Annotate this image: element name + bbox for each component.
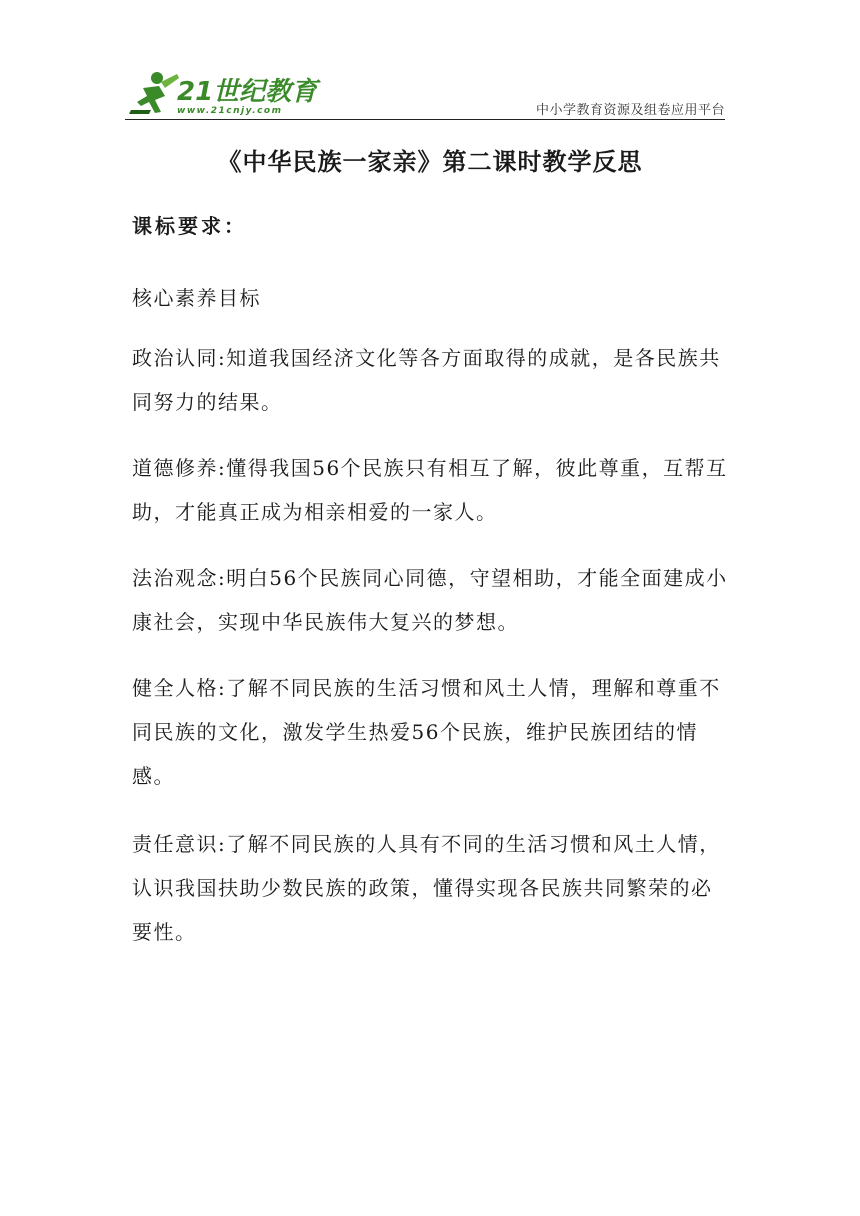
header-divider xyxy=(125,119,725,120)
document-title: 《中华民族一家亲》第二课时教学反思 xyxy=(217,147,643,176)
brand-logo xyxy=(125,66,318,118)
paragraph-morality: 道德修养:懂得我国56个民族只有相互了解，彼此尊重，互帮互助，才能真正成为相亲相爱的一家人。 xyxy=(132,456,728,524)
svg-text:www.21cnjy.com: www.21cnjy.com xyxy=(177,106,283,116)
subheading: 核心素养目标 xyxy=(132,286,261,310)
page-header xyxy=(125,66,725,120)
section-heading: 课标要求： xyxy=(132,214,247,238)
paragraph-political: 政治认同:知道我国经济文化等各方面取得的成就，是各民族共同努力的结果。 xyxy=(132,346,721,414)
svg-text:21世纪教育: 21世纪教育 xyxy=(177,77,318,107)
platform-tagline: 中小学教育资源及组卷应用平台 xyxy=(535,103,725,118)
runner-logo-icon xyxy=(125,66,318,118)
paragraph-personality: 健全人格:了解不同民族的生活习惯和风土人情，理解和尊重不同民族的文化，激发学生热爱56个民族，维护民族团结的情感。 xyxy=(132,676,721,788)
paragraph-responsibility: 责任意识:了解不同民族的人具有不同的生活习惯和风土人情，认识我国扶助少数民族的政策，懂得实现各民族共同繁荣的必要性。 xyxy=(132,832,721,944)
paragraph-law: 法治观念:明白56个民族同心同德，守望相助，才能全面建成小康社会，实现中华民族伟大复兴的梦想。 xyxy=(132,566,728,634)
